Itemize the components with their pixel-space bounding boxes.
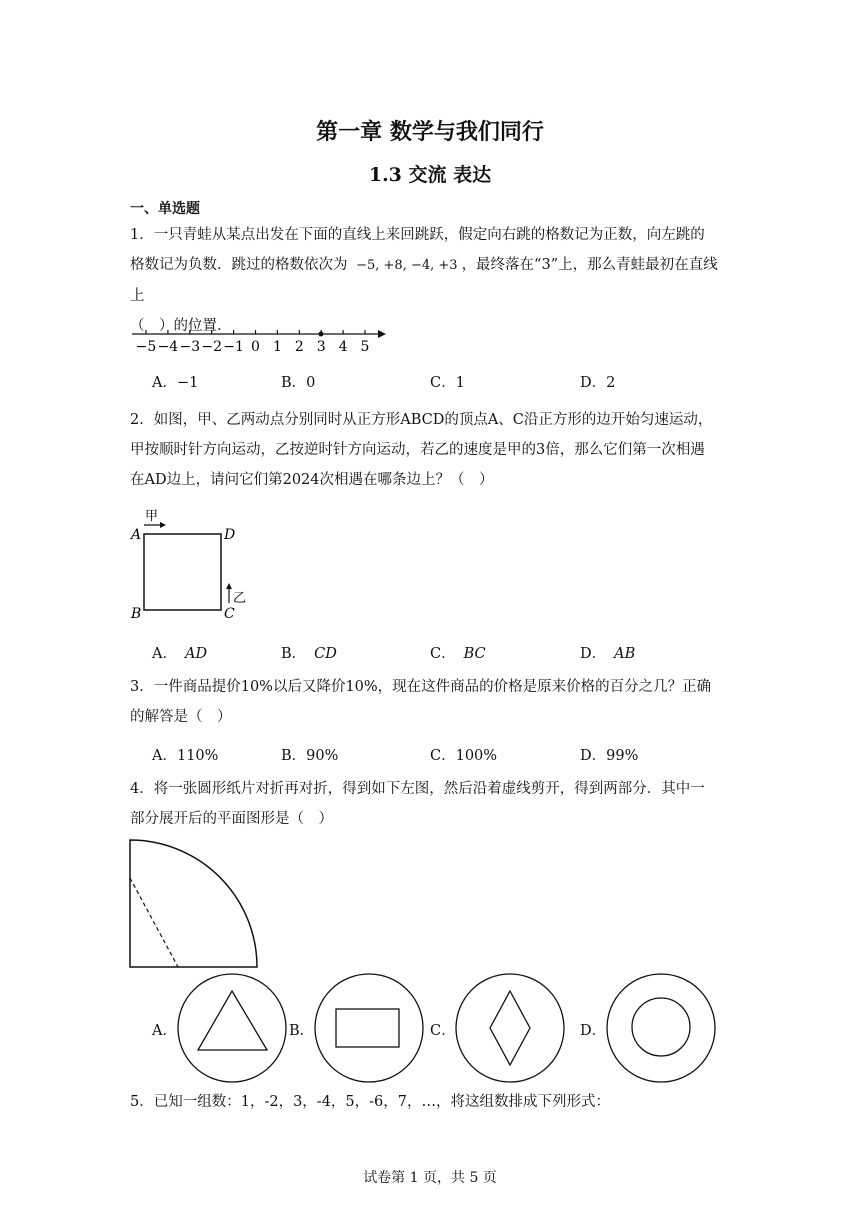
question-2 xyxy=(130,405,730,495)
q1-line1: 1．一只青蛙从某点出发在下面的直线上来回跳跃，假定向右跳的格数记为正数，向左跳的 xyxy=(130,227,705,243)
question-3 xyxy=(130,672,730,732)
chapter-title: 第一章 数学与我们同行 xyxy=(316,119,544,145)
label-yi: 乙 xyxy=(233,591,247,606)
label-c: C xyxy=(224,606,235,622)
q4-option-c-figure[interactable] xyxy=(455,973,565,1083)
question-4 xyxy=(130,774,730,834)
q2-option-c-value: BC xyxy=(463,646,486,662)
folded-paper-figure xyxy=(128,838,268,973)
q1-line2b: ，最终落在“3”上，那么青蛙最初在直线上 xyxy=(130,257,718,304)
q2-option-a-value: AD xyxy=(184,646,208,662)
q4-line2: 部分展开后的平面图形是（ ） xyxy=(130,811,333,827)
label-d: D xyxy=(224,527,236,543)
page-footer: 试卷第 1 页，共 5 页 xyxy=(363,1170,497,1186)
jia-arrowhead xyxy=(160,522,166,528)
number-line-label: 4 xyxy=(338,339,348,355)
number-line-figure xyxy=(130,326,390,356)
number-line-label: 3 xyxy=(316,339,326,355)
q1-line3: （ ）的位置． xyxy=(130,318,232,334)
rhombus-hole xyxy=(490,991,530,1065)
q2-line3: 在AD边上，请问它们第2024次相遇在哪条边上？（ ） xyxy=(130,472,494,488)
question-5 xyxy=(130,1087,730,1117)
q2-line1: 2．如图，甲、乙两动点分别同时从正方形ABCD的顶点A、C沿正方形的边开始匀速运动， xyxy=(130,412,713,428)
outer-circle-b xyxy=(315,974,423,1082)
q4-option-b[interactable]: B． xyxy=(289,1023,315,1039)
section-label: 一、单选题 xyxy=(130,201,200,217)
cut-line xyxy=(130,878,178,967)
section-title: 1.3 交流 表达 xyxy=(368,164,492,186)
number-line-label: 2 xyxy=(294,339,304,355)
q3-option-b[interactable]: B．90% xyxy=(281,748,339,764)
q4-option-a-figure[interactable] xyxy=(177,973,287,1083)
q4-line1: 4．将一张圆形纸片对折再对折，得到如下左图，然后沿着虚线剪开，得到两部分．其中一 xyxy=(130,781,705,797)
q4-option-c[interactable]: C． xyxy=(430,1023,456,1039)
outer-circle-d xyxy=(607,974,715,1082)
number-line-label: −1 xyxy=(223,339,244,355)
yi-arrowhead xyxy=(226,583,232,589)
number-line-label: −3 xyxy=(179,339,201,355)
square-figure xyxy=(128,505,258,625)
q2-option-a[interactable]: A． AD xyxy=(152,646,208,662)
question-1 xyxy=(130,220,730,341)
q2-option-b[interactable]: B． CD xyxy=(281,646,337,662)
number-line-label: 1 xyxy=(272,339,282,355)
number-line-label: −5 xyxy=(135,339,157,355)
q2-option-d-value: AB xyxy=(614,646,636,662)
label-b: B xyxy=(131,606,142,622)
q1-option-a[interactable]: A．−1 xyxy=(152,375,199,391)
q4-option-d[interactable]: D． xyxy=(580,1023,607,1039)
q4-option-d-figure[interactable] xyxy=(606,973,716,1083)
q2-option-d[interactable]: D． AB xyxy=(580,646,636,662)
q4-option-a[interactable]: A． xyxy=(152,1023,177,1039)
number-line-label: 5 xyxy=(360,339,370,355)
q1-line2 xyxy=(130,250,730,311)
q2-option-c[interactable]: C． BC xyxy=(430,646,486,662)
label-a: A xyxy=(131,527,142,543)
number-line-label: −2 xyxy=(201,339,223,355)
triangle-hole xyxy=(198,991,267,1050)
q1-jump-values: −5, +8, −4, +3 xyxy=(356,258,458,273)
number-line-arrow xyxy=(378,330,386,338)
rectangle-hole xyxy=(336,1009,399,1047)
q1-option-b[interactable]: B．0 xyxy=(281,375,316,391)
square-abcd xyxy=(144,534,221,610)
q1-option-c[interactable]: C．1 xyxy=(430,375,465,391)
number-line-label: −4 xyxy=(157,339,179,355)
number-line-label: 0 xyxy=(251,339,260,355)
number-line-dot xyxy=(319,332,324,337)
quarter-circle xyxy=(130,840,257,967)
q1-option-d[interactable]: D．2 xyxy=(580,375,616,391)
q2-option-b-value: CD xyxy=(314,646,337,662)
q3-option-a[interactable]: A．110% xyxy=(152,748,219,764)
label-jia: 甲 xyxy=(145,509,159,524)
q1-line2a: 格数记为负数．跳过的格数依次为 xyxy=(130,257,348,273)
q3-option-c[interactable]: C．100% xyxy=(430,748,498,764)
q3-line2: 的解答是（ ） xyxy=(130,709,232,725)
q4-option-b-figure[interactable] xyxy=(314,973,424,1083)
q5-line1: 5．已知一组数：1，-2，3，-4，5，-6，7，…，将这组数排成下列形式： xyxy=(130,1094,610,1110)
circle-hole xyxy=(632,998,690,1056)
q2-line2: 甲按顺时针方向运动，乙按逆时针方向运动，若乙的速度是甲的3倍，那么它们第一次相遇 xyxy=(130,442,705,458)
q3-option-d[interactable]: D．99% xyxy=(580,748,639,764)
q3-line1: 3．一件商品提价10%以后又降价10%，现在这件商品的价格是原来价格的百分之几？正确 xyxy=(130,679,712,695)
